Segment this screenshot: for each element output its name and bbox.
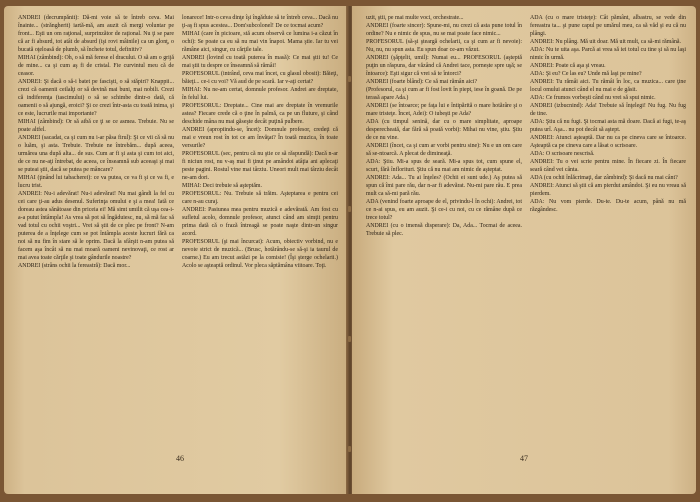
- paragraph: ADA (cu timpul senină, dar cu o mare simplitate, aproape desperecheată, dar fără să poată vorbi): Mihai nu vine, ştiu. Ştiu de ce nu vine.: [366, 119, 522, 141]
- paragraph: ANDREI: Nu-i adevărat! Nu-i adevărat! Nu mai gândi la fel cu cei care ţi-au adus desenul. Suferinţa omului e şi a mea! Iată ce doreau astea sănătoase din priceia ei! Mă simt umilit că uşa cea-i-a-a putut întâmpla! As vrea să pot să îngăduiesc, nu, să mă fac să vad totul cu ochii voştri... Vrei să ştii de ce plec pe front? N-am puterea de a înţelege cum se pot întâmpla aceste lucruri fără ca noi să nu fim în stare să le oprim. Dacă la sfârşit n-am putea să facem aşa încât să nu mai moară oameni nevinovaţi, ce rost ar mai avea toate cărţile şi toate gândurile noastre?: [18, 191, 174, 261]
- paragraph: ANDREI (cu o imensă disperare): Da, Ada... Tocmai de aceea. Trebuie să plec.: [366, 223, 522, 237]
- paragraph: PROFESORUL: Nu. Trebuie să trăim. Aşteptarea e pentru cei care n-au curaj.: [182, 191, 338, 205]
- paragraph: ANDREI: Poate că aşa şi vreau.: [530, 63, 606, 69]
- paragraph: ANDREI: Tu rămâi aici. Tu rămâi în loc, ca muzica... care ţine locul omului atunci când el nu mai e de găsit.: [530, 79, 686, 93]
- right-page: [352, 6, 696, 494]
- paragraph: PROFESORUL (sec, pentru că nu ştie ce să răspundă): Dacă n-ar fi niciun rost, nu v-aş mai fi ţinut pe amândoi atâţia ani aplecaţi peste pagini. Rostul vine mai târziu. Uneori mult mai târziu decât ne-am dori.: [182, 151, 338, 181]
- paragraph: ANDREI (încet, ca şi cum ar vorbi pentru sine): Nu e un om care să se-ntoarcă. A plecat de dimineaţă.: [366, 143, 522, 157]
- paragraph: PROFESORUL (şi mai încurcat): Acum, obiectiv vorbind, nu e nevoie strict de muzică... (Brusc, hotărându-se să-şi ia taurul de coarne.) Eu am trecut astăzi pe la comisie! (Îşi şterge ochelarii.) Acolo se aşteaptă ordinul. Vor pleca săptămâna viitoare. Toţi.: [182, 239, 338, 269]
- page-number-right: 47: [520, 454, 528, 463]
- left-page-column-1: [18, 14, 174, 444]
- left-page-column-2: [182, 14, 338, 444]
- binding-stitch: [348, 336, 351, 342]
- paragraph: ADA: Şi eu? Ce las eu? Unde mă laşi pe mine?: [530, 71, 642, 77]
- paragraph: ANDREI (decrumpănit): Dă-mi voie să te întreb ceva. Mai înainte... (străngherit) iartă-mă, am auzit că mergi voluntar pe front... Eşti un om raţional, surprinzător de raţional. Nu ţi se pare că ar fi absurd, tot atât de absurd (işi rovi mâinile) ca un glonţ, o bucată oţeloasă de plumb, să încheie totul, definitiv?: [18, 15, 174, 53]
- paragraph: ANDREI (apropiindu-se, încet): Domnule profesor, credeţi că mai e vreun rost în tot ce am învăţat? În toată muzica, în toate versurile?: [182, 127, 338, 149]
- paragraph: ANDREI: Şi dacă o să-i batet pe fascişti, o să stăpiri? Knappii... crezi că oamenii ceilalţi or să devină mai buni, mai nobili. Crezi că indiferenţa (tascimului) o să se schimbe dintr-o dată, că oamenii o să ajungă, eroici? Şi ce crezi într-asta cu toată inima, şi ce este, lucrurile mai importante?: [18, 79, 174, 117]
- paragraph: ADA (cu o mare tristeţe): Cât pământ, albastru, se vede din fereastra ta... şi pune capul pe umărul meu, ca să văd şi eu că nu plângi.: [530, 15, 686, 37]
- paragraph: ADA: Nu te uita aşa. Parcă ai vrea să iei totul cu tine şi să nu laşi nimic în urmă.: [530, 47, 686, 61]
- paragraph: ANDREI (şăpţelit, umil): Numai eu... PROFESORUL (aşteptă puţin un răspuns, dar văzând că Andrei tace, pornește spre uşă; se întoarce): Eşti sigur că vrei să te întorci?: [366, 55, 522, 77]
- paragraph: ADA (cu ochii înlăcrimaţi, dar zâmbind): Şi dacă nu mai cânt?: [530, 175, 678, 181]
- paragraph: ANDREI (foarte blând): Ce să mai rămân aici?: [366, 79, 478, 85]
- paragraph: ADA: Nu vom pierde. Du-te. Du-te acum, până nu mă răzgândesc.: [530, 199, 686, 213]
- page-number-left: 46: [176, 454, 184, 463]
- binding-stitch: [348, 446, 351, 452]
- paragraph: PROFESORUL (să-şi şteargă ochelarii, ca şi cum ar fi nevoie): Nu, nu, nu spun asta. Eu spun doar ce-am văzut.: [366, 39, 522, 53]
- paragraph: MIHAI (ţinând lui tabacherei): ce va putea, ce va fi şi ce va fi, e lucru trist.: [18, 175, 174, 189]
- paragraph: ANDREI: Ada... Tu ai înţeles? (Ochii ei sunt ude.) Aş putea să spun că îmi pare rău, dar n-ar fi adevărat. Nu-mi pare rău. E prea mult ca să-mi pară rău.: [366, 175, 522, 197]
- paragraph: MIHAI (zâmbind): Oh, o să mă ferese el dracului. O să am o grijă de mine... ca şi cum aş fi de cristal. Fie curvintul meu că de ceasor.: [18, 55, 174, 77]
- binding-stitch: [348, 206, 351, 212]
- paragraph: PROFESORUL: Dreptate... Cine mai are dreptate în vremurile astea? Fiecare crede că o ţine în palmă, ca pe un fluture, şi când deschide mâna nu mai găseşte decât puţină pulbere.: [182, 103, 338, 125]
- binding-stitch: [348, 76, 351, 82]
- paragraph: ADA: Ştiu. Mi-a spus de seară. Mi-a spus tot, cum spune el, scurt, fără înflorituri. Ştiu că nu mai am nimic de aşteptat.: [366, 159, 522, 173]
- paragraph: ANDREI (se întoarce; pe faţa lui e întipărită o mare hotărâre şi o mare tristeţe. Încet, Adei): O iubeşti pe Ada?: [366, 103, 522, 117]
- paragraph: PROFESORUL (intrând, ceva mai încet, cu glasul obosit): Băieţi, băieţi... ce-i cu voi? Vă aud de pe scară. Iar v-aţi certat?: [182, 71, 338, 85]
- left-page: [4, 6, 348, 494]
- paragraph: uzit, ştii, pe mai multe voci, orchestrate...: [366, 15, 464, 21]
- paragraph: MIHAI: Nu ne-am certat, domnule profesor. Andrei are dreptate, în felul lui.: [182, 87, 338, 101]
- paragraph: ANDREI (lovind cu toată puterea în masă): Ce mai ştii tu! Ce mai ştii tu despre ce înseamnă să rămâi!: [182, 55, 338, 69]
- paragraph: MIHAI (zâmbind): Or să aibă ce ţi se ce asmea. Trebuie. Nu se poate altfel.: [18, 119, 174, 133]
- paragraph: ANDREI: Atunci să ştii că am pierdut amândoi. Şi eu nu vreau să pierdem.: [530, 183, 686, 197]
- paragraph: ANDREI (foarte sincer): Spune-mi, nu crezi că asta pune totul în ordine? Nu e nimic de spus, nu se mai poate face nimic...: [366, 23, 522, 37]
- paragraph: ANDREI: Tu o vei scrie pentru mine. În fiecare zi. În fiecare seară când vei cânta.: [530, 159, 686, 173]
- paragraph: lonarece! Intr-o ceva dinţe îşi îngăduie să te întreb ceva... Dacă nu ţi-aş fi spus acestea... Dom'subcolonel! De ce tocmai acum?: [182, 15, 338, 29]
- paragraph: MIHAI (care în picioare, stă acum observă ce lumina i-a căzut în ochi): Se poate ca eu să nu mai vin înapoi. Mama ştie. Iar tu vei rămâne aici, singur, cu cărţile tale.: [182, 31, 338, 53]
- right-page-column-2: [530, 14, 686, 444]
- paragraph: ANDREI: Nu plâng. Mă uit doar. Mă uit mult, ca să-mi rămână.: [530, 39, 681, 45]
- paragraph: ANDREI (sacadat, ca şi cum nu i-ar păsa firul): Şi ce vii că să nu o luăm, şi asta. Trebuie. Trebuie ne întrebăm... după aceea, urmărea una după alta... de sus. Cum ar fi şi asta şi cum tot aici, de ce nu ne-aţi întrebat, de aceea, ce înseamnă sub aceeaşi şi mai se puteai ştii, dacă se putea pe mâncare?: [18, 135, 174, 173]
- paragraph: ADA: Ce frumos vorbeşti când nu vrei să spui nimic.: [530, 95, 656, 101]
- paragraph: ADA: Ştiu că nu fugi. Şi tocmai asta mă doare. Dacă ai fugi, te-aş putea urî. Aşa... nu pot decât să aştept.: [530, 119, 686, 133]
- paragraph: ADA (venind foarte aproape de el, privindu-l în ochi): Andrei, tot ce n-ai spus, eu am auzit. Şi ce-i cu noi, cu ce rămâne după ce trece totul?: [366, 199, 522, 221]
- paragraph: ANDREI (izbucnind): Ada! Trebuie să înţelegi! Nu fug. Nu fug de tine.: [530, 103, 686, 117]
- paragraph: ANDREI (strâns ochii la fereastră): Dacă mor...: [18, 263, 131, 269]
- paragraph: ANDREI: Atunci aşteaptă. Dar nu ca pe cineva care se întoarce. Aşteaptă ca pe cineva care a lăsat o scrisoare.: [530, 135, 686, 149]
- paragraph: (Profesorul, ca şi cum ar fi fost lovit în piept, iese în goană. De pe terasă apare Ada.): [366, 87, 522, 101]
- paragraph: ADA: O scrisoare nescrisă.: [530, 151, 595, 157]
- right-page-column-1: [366, 14, 522, 444]
- paragraph: ANDREI: Pasiunea mea pentru muzică e adevărată. Am fost cu sufletul acolo, domnule profesor, atunci când am simţit pentru prima dată că o frază întreagă se poate naşte dintr-un singur acord.: [182, 207, 338, 237]
- paragraph: MIHAI: Deci trebuie să aşteptăm.: [182, 183, 262, 189]
